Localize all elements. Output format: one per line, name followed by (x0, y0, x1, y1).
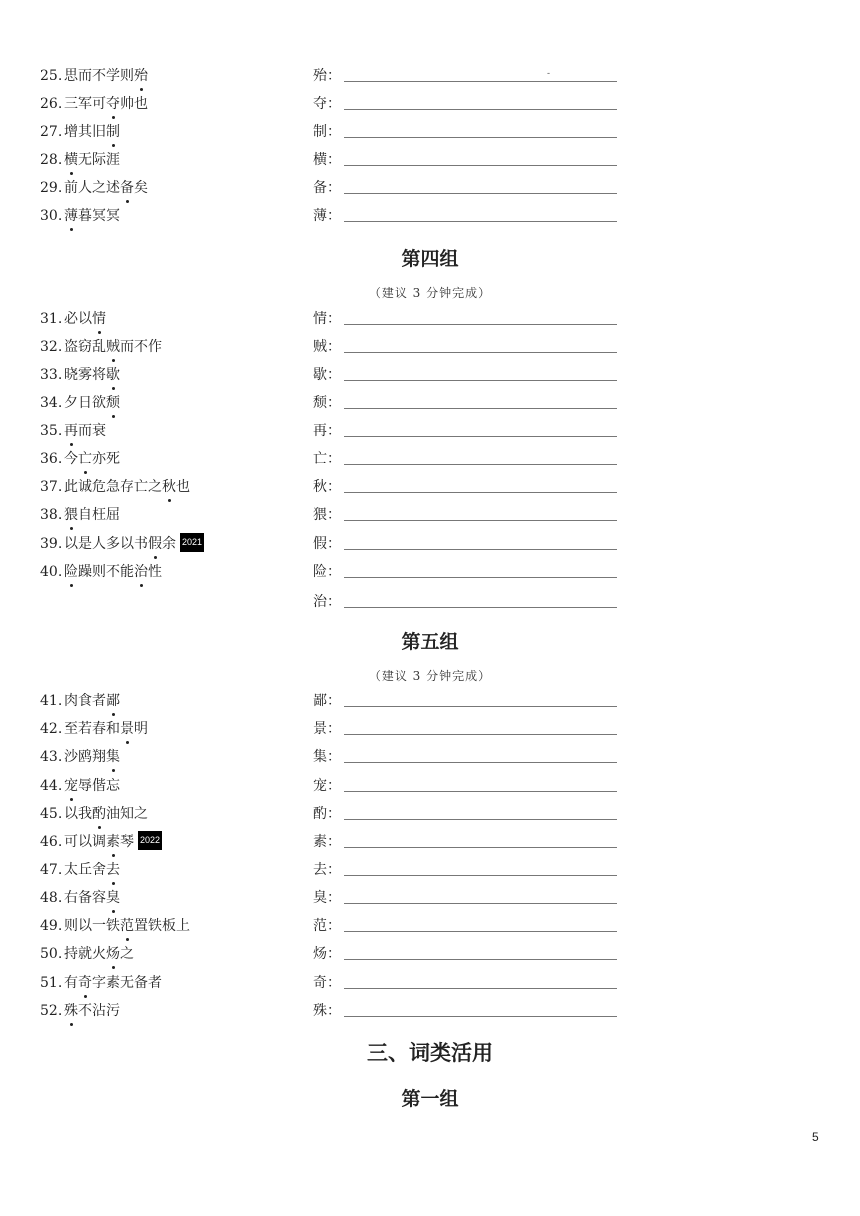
group-title-5: 第五组 (401, 631, 459, 653)
item-phrase: 则以一铁范置铁板上 (64, 918, 190, 934)
answer-key-character: 素： (313, 834, 341, 850)
item-phrase: 右备容臭 (64, 890, 120, 906)
answer-key-character: 假： (313, 536, 341, 552)
exercise-row (40, 66, 620, 86)
answer-key-character: 夺： (313, 96, 341, 112)
exercise-row (40, 944, 620, 964)
item-phrase: 思而不学则殆 (64, 68, 148, 84)
exercise-row (40, 562, 620, 582)
item-number: 41. (40, 693, 63, 709)
time-note-4: （建议 3 分钟完成） (368, 286, 492, 300)
answer-key-character: 宠： (313, 778, 341, 794)
item-phrase: 至若春和景明 (64, 721, 148, 737)
item-phrase: 以我酌油知之 (64, 806, 148, 822)
answer-blank-line[interactable] (344, 165, 617, 166)
answer-blank-line[interactable] (344, 706, 617, 707)
answer-key-character: 殆： (313, 68, 341, 84)
answer-blank-line[interactable] (344, 324, 617, 325)
exercise-row (40, 860, 620, 880)
item-number: 48. (40, 890, 63, 906)
exercise-row (40, 804, 620, 824)
item-phrase: 宠辱偕忘 (64, 778, 120, 794)
item-number: 38. (40, 507, 63, 523)
item-number: 27. (40, 124, 63, 140)
exercise-row (40, 94, 620, 114)
answer-key-character: 横： (313, 152, 341, 168)
exercise-row (40, 888, 620, 908)
answer-key-character: 贼： (313, 339, 341, 355)
item-phrase: 必以情 (64, 311, 106, 327)
exercise-row (40, 449, 620, 469)
exercise-row (40, 592, 620, 612)
item-number: 45. (40, 806, 63, 822)
item-number: 52. (40, 1003, 63, 1019)
item-phrase: 太丘舍去 (64, 862, 120, 878)
exercise-row (40, 337, 620, 357)
group-title-4: 第四组 (401, 248, 459, 270)
answer-key-character: 炀： (313, 946, 341, 962)
item-phrase: 今亡亦死 (64, 451, 120, 467)
item-number: 49. (40, 918, 63, 934)
exercise-row (40, 122, 620, 142)
exercise-row (40, 206, 620, 226)
exercise-row (40, 178, 620, 198)
answer-blank-line[interactable] (344, 193, 617, 194)
answer-blank-line[interactable] (344, 734, 617, 735)
exercise-row (40, 150, 620, 170)
answer-key-character: 猥： (313, 507, 341, 523)
item-phrase: 三军可夺帅也 (64, 96, 148, 112)
answer-blank-line[interactable] (344, 520, 617, 521)
answer-blank-line[interactable] (344, 931, 617, 932)
answer-key-character: 去： (313, 862, 341, 878)
answer-blank-line[interactable] (344, 577, 617, 578)
answer-blank-line[interactable] (344, 492, 617, 493)
answer-key-character: 制： (313, 124, 341, 140)
answer-key-character: 酌： (313, 806, 341, 822)
item-number: 30. (40, 208, 63, 224)
answer-blank-line[interactable] (344, 762, 617, 763)
answer-key-character: 奇： (313, 975, 341, 991)
item-phrase: 以是人多以书假余 2021 (64, 534, 204, 554)
exercise-row (40, 719, 620, 739)
answer-blank-line[interactable] (344, 81, 617, 82)
item-number: 44. (40, 778, 63, 794)
answer-key-character: 臭： (313, 890, 341, 906)
item-phrase: 可以调素琴 2022 (64, 832, 162, 852)
answer-blank-line[interactable] (344, 549, 617, 550)
page-number: 5 (812, 1130, 819, 1144)
item-number: 47. (40, 862, 63, 878)
answer-key-character: 歇： (313, 367, 341, 383)
item-phrase: 险躁则不能治性 (64, 564, 162, 580)
answer-key-character: 殊： (313, 1003, 341, 1019)
section-subtitle: 第一组 (401, 1088, 459, 1110)
item-number: 28. (40, 152, 63, 168)
exercise-row (40, 309, 620, 329)
item-phrase: 再而衰 (64, 423, 106, 439)
item-number: 31. (40, 311, 63, 327)
item-number: 46. (40, 834, 63, 850)
item-number: 40. (40, 564, 63, 580)
answer-blank-line[interactable] (344, 137, 617, 138)
item-phrase: 夕日欲颓 (64, 395, 120, 411)
answer-key-character: 秋： (313, 479, 341, 495)
stray-mark: - (547, 69, 551, 79)
answer-key-character: 亡： (313, 451, 341, 467)
exercise-row (40, 534, 620, 554)
item-phrase: 晓雾将歇 (64, 367, 120, 383)
exercise-row (40, 393, 620, 413)
exercise-row (40, 691, 620, 711)
answer-key-character: 集： (313, 749, 341, 765)
answer-blank-line[interactable] (344, 436, 617, 437)
exercise-row (40, 365, 620, 385)
exercise-row (40, 776, 620, 796)
answer-key-character: 景： (313, 721, 341, 737)
item-phrase: 殊不沾污 (64, 1003, 120, 1019)
exercise-row (40, 973, 620, 993)
item-phrase: 肉食者鄙 (64, 693, 120, 709)
section-title: 三、词类活用 (367, 1041, 493, 1065)
exercise-row (40, 747, 620, 767)
time-note-5: （建议 3 分钟完成） (368, 669, 492, 683)
exercise-row (40, 477, 620, 497)
item-number: 33. (40, 367, 63, 383)
answer-key-character: 范： (313, 918, 341, 934)
exercise-row (40, 421, 620, 441)
answer-blank-line[interactable] (344, 380, 617, 381)
answer-blank-line[interactable] (344, 791, 617, 792)
answer-key-character: 备： (313, 180, 341, 196)
item-phrase: 薄暮冥冥 (64, 208, 120, 224)
answer-blank-line[interactable] (344, 607, 617, 608)
item-phrase: 持就火炀之 (64, 946, 134, 962)
exercise-row (40, 832, 620, 852)
answer-blank-line[interactable] (344, 875, 617, 876)
item-number: 36. (40, 451, 63, 467)
answer-key-character: 鄙： (313, 693, 341, 709)
exercise-row (40, 505, 620, 525)
exercise-row (40, 916, 620, 936)
item-phrase: 猥自枉屈 (64, 507, 120, 523)
answer-blank-line[interactable] (344, 903, 617, 904)
answer-key-character: 薄： (313, 208, 341, 224)
item-number: 35. (40, 423, 63, 439)
answer-blank-line[interactable] (344, 109, 617, 110)
item-number: 37. (40, 479, 63, 495)
answer-blank-line[interactable] (344, 408, 617, 409)
item-number: 25. (40, 68, 63, 84)
item-number: 39. (40, 536, 63, 552)
item-phrase: 此诚危急存亡之秋也 (64, 479, 190, 495)
answer-blank-line[interactable] (344, 352, 617, 353)
item-number: 51. (40, 975, 63, 991)
item-number: 32. (40, 339, 63, 355)
item-number: 34. (40, 395, 63, 411)
answer-blank-line[interactable] (344, 1016, 617, 1017)
answer-blank-line[interactable] (344, 959, 617, 960)
answer-blank-line[interactable] (344, 988, 617, 989)
item-phrase: 横无际涯 (64, 152, 120, 168)
answer-key-character: 治： (313, 594, 341, 610)
exam-year-badge: 2022 (138, 831, 162, 850)
item-phrase: 增其旧制 (64, 124, 120, 140)
item-number: 50. (40, 946, 63, 962)
answer-key-character: 颓： (313, 395, 341, 411)
answer-key-character: 再： (313, 423, 341, 439)
exercise-row (40, 1001, 620, 1021)
item-number: 43. (40, 749, 63, 765)
item-number: 29. (40, 180, 63, 196)
answer-blank-line[interactable] (344, 847, 617, 848)
answer-key-character: 险： (313, 564, 341, 580)
item-phrase: 盗窃乱贼而不作 (64, 339, 162, 355)
item-phrase: 沙鸥翔集 (64, 749, 120, 765)
item-phrase: 有奇字素无备者 (64, 975, 162, 991)
item-number: 26. (40, 96, 63, 112)
exam-year-badge: 2021 (180, 533, 204, 552)
answer-key-character: 情： (313, 311, 341, 327)
item-number: 42. (40, 721, 63, 737)
answer-blank-line[interactable] (344, 464, 617, 465)
answer-blank-line[interactable] (344, 221, 617, 222)
item-phrase: 前人之述备矣 (64, 180, 148, 196)
answer-blank-line[interactable] (344, 819, 617, 820)
